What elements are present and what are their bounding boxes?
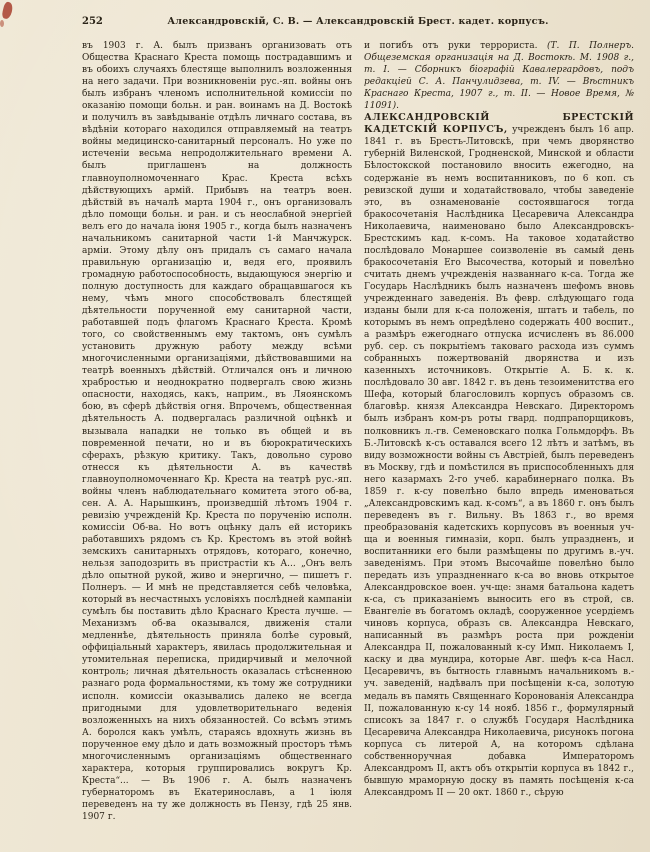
article-brest-corps bbox=[364, 112, 634, 799]
article-heading: АЛЕКСАНДРОВСКІЙ БРЕСТСКІЙ КАДЕТСКІЙ КОРПУСЪ, bbox=[364, 112, 634, 136]
red-dot-artifact bbox=[0, 20, 4, 27]
red-ink-artifact bbox=[1, 1, 14, 20]
article-body: учрежденъ былъ 16 апр. 1841 г. въ Брестъ-Литовскѣ, при чемъ дворянство губерній Виленской, Гродненской, Минской и области Бѣлостокской постановило вносить ежегодно, на содержаніе въ немъ воспитанниковъ, по 6 коп. съ ревизской души и ходатайствовало, чтобы заведеніе это, въ ознаменованіе состоявшагося тогда бракосочетанія Наслѣдника Цесаревича Александра Николаевича, наименовано было Александровскъ-Брестскимъ кад. к-сомъ. На таковое ходатайство послѣдовало Монаршее соизволеніе въ самый день бракосочетанія Его Высочества, который и повелѣно считать днемъ учрежденія названнаго к-са. Тогда же Государь Наслѣдникъ былъ назначенъ шефомъ вновь учрежденнаго заведенія. Въ февр. слѣдующаго года изданы были для к-са положенія, штатъ и табель, по которымъ въ немъ опредѣлено содержать 400 воспит., а размѣръ ежегоднаго отпуска исчисленъ въ 86.000 руб. сер. съ покрытіемъ таковаго расхода изъ суммъ собранныхъ пожертвованій дворянства и изъ казенныхъ источниковъ. Открытіе А. Б. к. к. послѣдовало 30 авг. 1842 г. въ день тезоименитства его Шефа, который благословилъ корпусъ образомъ св. благовѣр. князя Александра Невскаго. Директоромъ былъ избранъ ком-ръ роты гвард. подпрапорщиковъ, полковникъ л.-гв. Семеновскаго полка Гольмдорфъ. Въ Б.-Литовскѣ к-съ оставался всего 12 лѣтъ и затѣмъ, въ виду возможности войны съ Австріей, былъ переведенъ въ Москву, гдѣ и помѣстился въ приспособленныхъ для него казармахъ 2-го учеб. карабинернаго полка. Въ 1859 г. к-су повелѣно было впредь именоваться „Александровскимъ кад. к-сомъ“, а въ 1860 г. онъ былъ переведенъ въ г. Вильну. Въ 1863 г., во время преобразованія кадетскихъ корпусовъ въ военныя уч-ща и военныя гимназіи, корп. былъ упраздненъ, и воспитанники его были размѣщены по другимъ в.-уч. заведеніямъ. При этомъ Высочайше повелѣно было передать изъ упраздненнаго к-са во вновь открытое Александровское воен. уч-ще: знамя батальона кадетъ к-са, съ приказаніемъ выносить его въ строй, св. Евангеліе въ богатомъ окладѣ, сооруженное усердіемъ чиновъ корпуса, образъ св. Александра Невскаго, написанный въ размѣръ роста при рожденіи Александра II, пожалованный к-су Имп. Николаемъ I, каску и два мундира, которые Авг. шефъ к-са Насл. Цесаревичъ, въ бытность главнымъ начальникомъ в.-уч. заведеній, надѣвалъ при посѣщеніи к-са, золотую медаль въ память Священнаго Коронованія Александра II, пожалованную к-су 14 нояб. 1856 г., формулярный списокъ за 1847 г. о службѣ Государя Наслѣдника Цесаревича Александра Николаевича, рисунокъ погона корпуса съ литерой А, на которомъ сдѣлана собственноручная добавка Императоромъ Александромъ II, актъ объ открытіи корпуса въ 1842 г., бывшую мраморную доску въ память посѣщенія к-са Александромъ II — 20 окт. 1860 г., сѣрую bbox=[364, 125, 634, 798]
running-header: Александровскій, С. В. — Александровскій Брест. кадет. корпусъ. bbox=[167, 16, 549, 27]
article-end-text: и погибъ отъ руки террориста. bbox=[364, 41, 538, 51]
article-end-paragraph bbox=[364, 40, 634, 112]
right-column bbox=[364, 40, 634, 823]
bibliography-citation: (Т. П. Полнеръ. Общеземская организація на Д. Востокѣ. М. 1908 г., т. I. — Сборникъ біографій Кавалергардовъ, подъ редакціей С. А. Панчулидзева, т. IV. — Вѣстникъ Краснаго Креста, 1907 г., т. II. — Новое Время, № 11091). bbox=[364, 41, 634, 112]
left-column bbox=[82, 40, 352, 823]
page-header bbox=[82, 16, 634, 32]
text-columns bbox=[82, 40, 636, 823]
article-continuation-left: въ 1903 г. А. былъ призванъ организовать отъ Общества Краснаго Креста помощь пострадавшимъ и въ обоихъ случаяхъ блестяще выполнилъ возложенныя на него задачи. При возникновеніи рус.-яп. войны онъ былъ избранъ членомъ исполнительной комиссіи по оказанію помощи больн. и ран. воинамъ на Д. Востокѣ и получилъ въ завѣдываніе отдѣлъ личнаго состава, въ вѣдѣніи котораго находился отправляемый на театръ войны медицинско-санитарный персоналъ. Но уже по истеченіи весьма непродолжительнаго времени А. былъ приглашенъ на должность главноуполномоченнаго Крас. Креста всѣхъ дѣйствующихъ армій. Прибывъ на театръ воен. дѣйствій въ началѣ марта 1904 г., онъ организовалъ дѣло помощи больн. и ран. и съ неослабной энергіей велъ его до начала іюня 1905 г., когда былъ назначенъ начальникомъ санитарной части 1-й Манчжурск. арміи. Этому дѣлу онъ придалъ съ самаго начала правильную организацію и, ведя его, проявилъ громадную работоспособность, выдающуюся энергію и полную доступность для каждаго обращавшагося къ нему, чѣмъ много способствовалъ блестящей дѣятельности порученной ему санитарной части, работавшей подъ флагомъ Краснаго Креста. Кромѣ того, со свойственнымъ ему тактомъ, онъ сумѣлъ установить дружную работу между всѣми многочисленными организаціями, дѣйствовавшими на театрѣ военныхъ дѣйствій. Отличался онъ и личною храбростью и неоднократно подвергалъ свою жизнь опасности, находясь, какъ, наприм., въ Ляоянскомъ бою, въ сферѣ дѣйствія огня. Впрочемъ, общественная дѣятельность А. подвергалась различной оцѣнкѣ и вызывала нападки не только въ общей и въ повременной печати, но и въ бюрократическихъ сферахъ, рѣзкую критику. Такъ, довольно сурово отнесся къ дѣятельности А. въ качествѣ главноуполномоченнаго Кр. Креста на театрѣ рус.-яп. войны членъ наблюдательнаго комитета этого об-ва, сен. А. А. Нарышкинъ, произведшій лѣтомъ 1904 г. ревизію учрежденій Кр. Креста по порученію исполн. комиссіи Об-ва. Но вотъ оцѣнку далъ ей историкъ работавшихъ рядомъ съ Кр. Крестомъ въ этой войнѣ земскихъ санитарныхъ отрядовъ, котораго, конечно, нельзя заподозрить въ пристрастіи къ А... „Онъ велъ дѣло опытной рукой, живо и энергично, — пишетъ г. Полнеръ. — И мнѣ не представляется себѣ человѣка, который въ несчастныхъ условіяхъ послѣдней кампаніи сумѣлъ бы поставить дѣло Краснаго Креста лучше. — Механизмъ об-ва оказывался, движенія стали медленнѣе, дѣятельность приняла болѣе суровый, оффиціальный характеръ, явилась продолжительная и утомительная переписка, придирчивый и мелочной контроль; личная дѣятельность оказалась стѣсненною разнаго рода формальностями, къ тому же сотрудники исполн. комиссіи оказывались далеко не всегда пригодными для удовлетворительнаго веденія возложенныхъ на нихъ обязанностей. Со всѣмъ этимъ А. боролся какъ умѣлъ, стараясь вдохнуть жизнь въ порученное ему дѣло и дать возможный просторъ тѣмъ многочисленнымъ организаціямъ общественнаго характера, которыя группировались вокругъ Кр. Креста“... — Въ 1906 г. А. былъ назначенъ губернаторомъ въ Екатеринославъ, а 1 іюля переведенъ на ту же должность въ Пензу, гдѣ 25 янв. 1907 г. bbox=[82, 41, 352, 822]
page-number: 252 bbox=[82, 16, 103, 27]
